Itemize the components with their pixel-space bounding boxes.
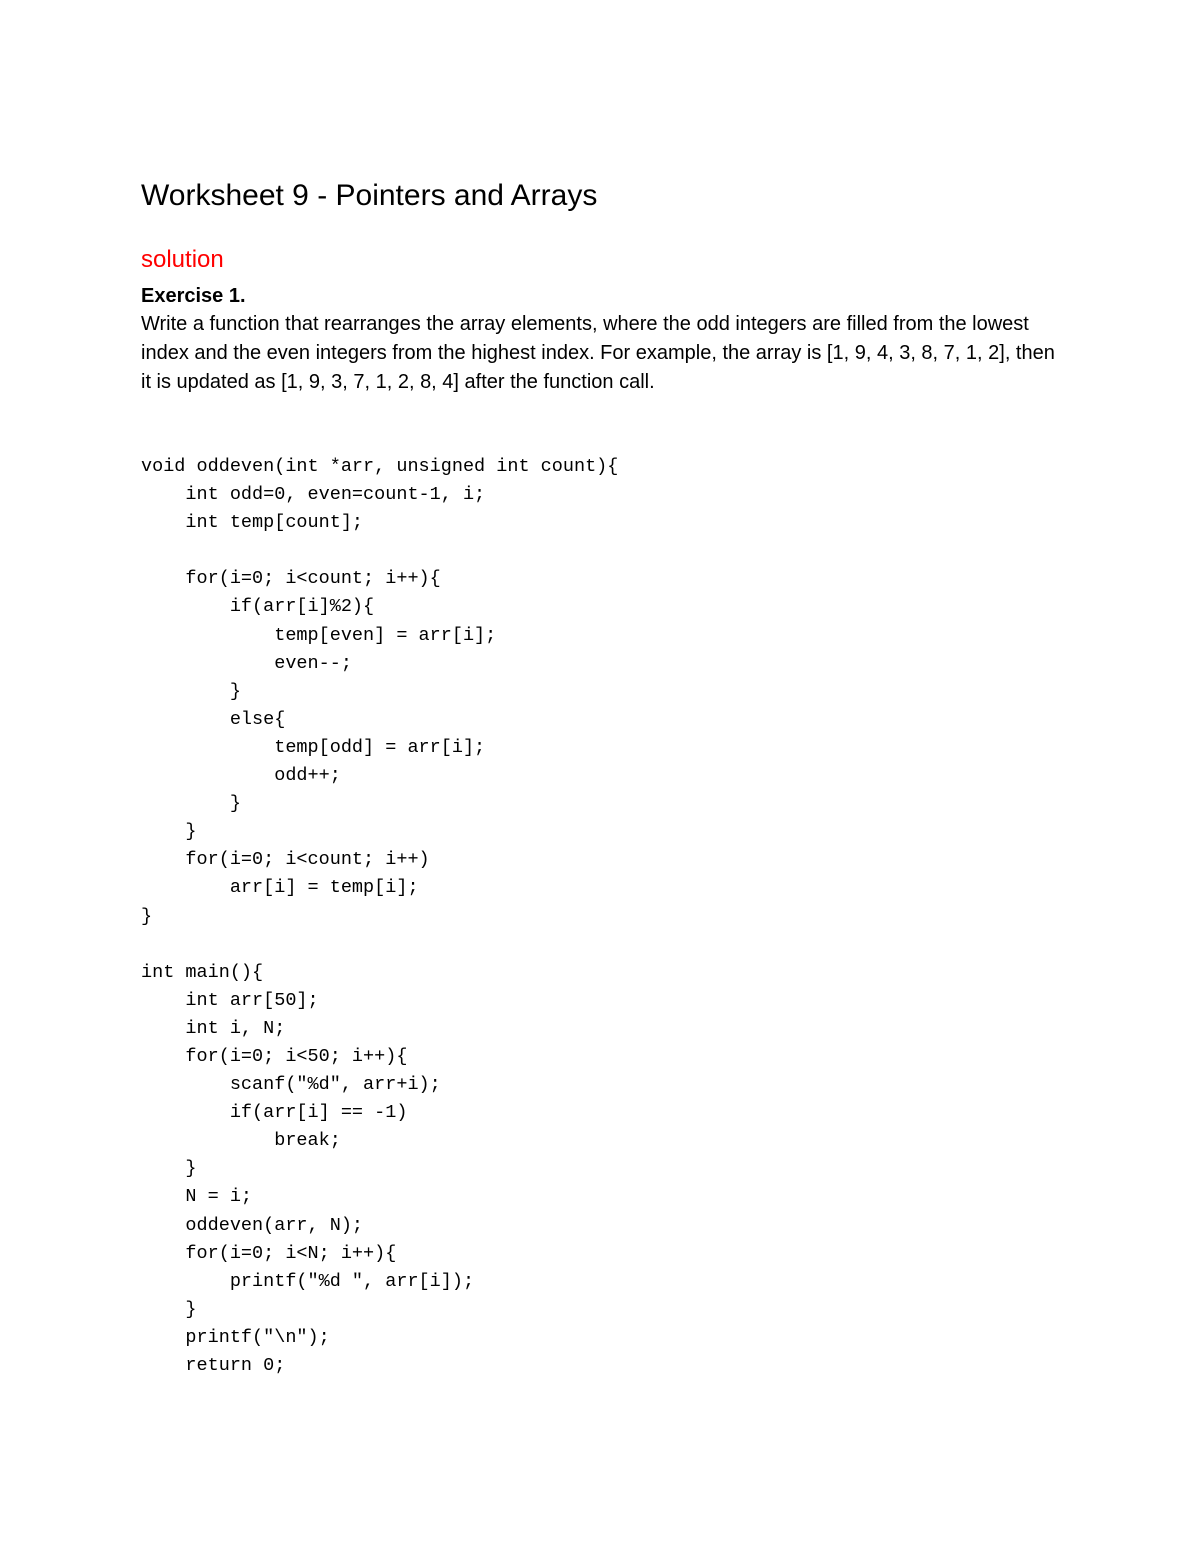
code-line: scanf("%d", arr+i);	[141, 1074, 441, 1096]
code-line: for(i=0; i<N; i++){	[141, 1242, 397, 1264]
code-line: else{	[141, 708, 286, 730]
code-line: break;	[141, 1130, 341, 1152]
code-line: odd++;	[141, 765, 341, 787]
code-line: int odd=0, even=count-1, i;	[141, 484, 486, 506]
code-line: N = i;	[141, 1186, 253, 1208]
code-line: temp[odd] = arr[i];	[141, 736, 486, 758]
code-line: return 0;	[141, 1355, 286, 1376]
code-line: even--;	[141, 652, 352, 674]
code-line: for(i=0; i<count; i++)	[141, 849, 430, 871]
document-title: Worksheet 9 - Pointers and Arrays	[141, 179, 598, 212]
code-line: for(i=0; i<count; i++){	[141, 568, 441, 590]
code-line: for(i=0; i<50; i++){	[141, 1045, 408, 1067]
code-line: int i, N;	[141, 1017, 286, 1039]
code-line: }	[141, 905, 153, 927]
code-line: }	[141, 680, 241, 702]
document-content	[141, 176, 1061, 1380]
code-block	[141, 453, 1061, 1380]
code-line: }	[141, 793, 241, 815]
code-line: printf("\n");	[141, 1326, 330, 1348]
code-line: }	[141, 821, 197, 843]
code-line: int arr[50];	[141, 989, 319, 1011]
code-line: }	[141, 1298, 197, 1320]
code-line: temp[even] = arr[i];	[141, 624, 497, 646]
solution-label: solution	[141, 246, 224, 273]
code-line: if(arr[i]%2){	[141, 596, 375, 618]
code-line: if(arr[i] == -1)	[141, 1102, 408, 1124]
code-line: void oddeven(int *arr, unsigned int count){	[141, 456, 619, 477]
code-line: }	[141, 1158, 197, 1180]
code-line	[141, 537, 1061, 565]
exercise-heading: Exercise 1.	[141, 285, 246, 307]
code-line: int main(){	[141, 961, 264, 983]
code-line: oddeven(arr, N);	[141, 1214, 364, 1236]
code-line: int temp[count];	[141, 512, 364, 534]
code-line: arr[i] = temp[i];	[141, 877, 419, 899]
code-line	[141, 931, 1061, 959]
code-line: printf("%d ", arr[i]);	[141, 1270, 475, 1292]
exercise-description: Write a function that rearranges the array elements, where the odd integers are filled from the lowest index and the even integers from the highest index. For example, the array is [1, 9, 4, 3, 8, 7, 1, 2], then it is updated as [1, 9, 3, 7, 1, 2, 8, 4] after the function call.	[141, 313, 1055, 393]
